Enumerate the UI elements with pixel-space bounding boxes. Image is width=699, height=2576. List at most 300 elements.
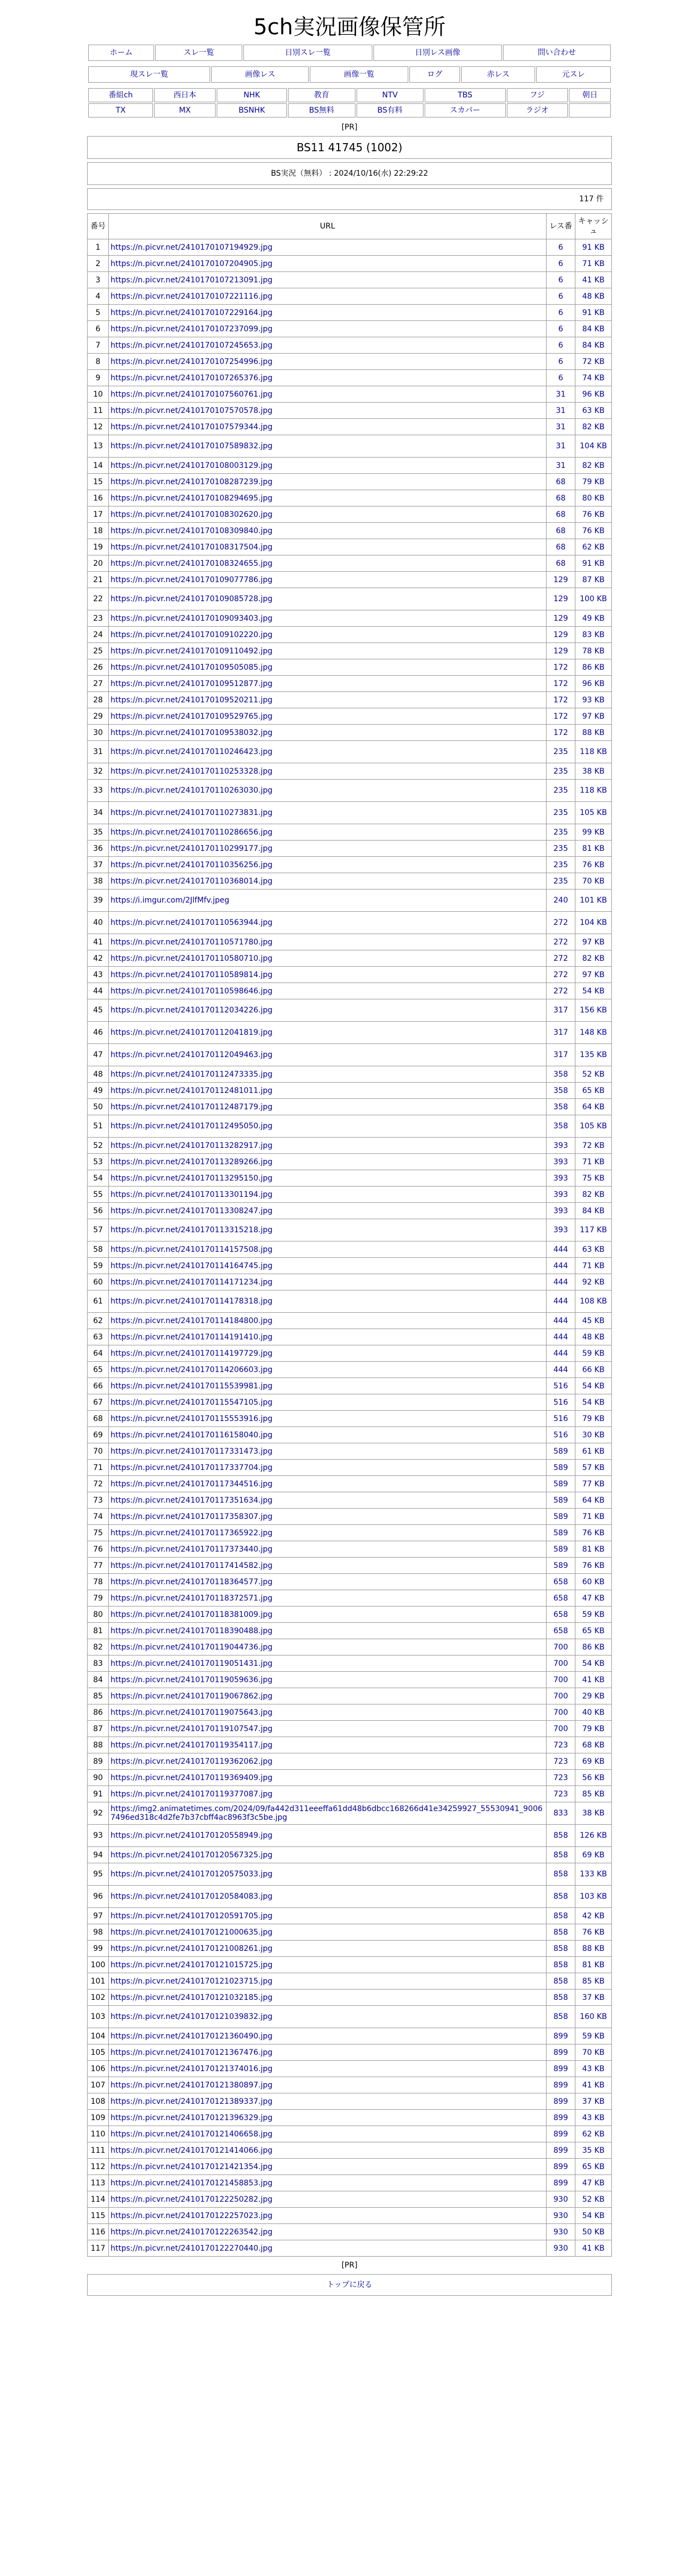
row-cache-size[interactable]: 84 KB <box>575 337 612 354</box>
row-url-link[interactable]: https://n.picvr.net/2410170112481011.jpg <box>111 1086 273 1095</box>
row-url[interactable] <box>109 1378 547 1394</box>
row-url[interactable] <box>109 1476 547 1492</box>
row-cache-size[interactable]: 76 KB <box>575 1924 612 1941</box>
nav-ch-mx[interactable] <box>154 103 216 118</box>
row-cache-size[interactable]: 108 KB <box>575 1290 612 1313</box>
row-cache-size[interactable]: 91 KB <box>575 305 612 321</box>
row-url[interactable] <box>109 1721 547 1737</box>
row-res-number[interactable]: 899 <box>547 2077 575 2093</box>
row-url-link[interactable]: https://n.picvr.net/2410170113308247.jpg <box>111 1206 273 1215</box>
row-res-number[interactable]: 31 <box>547 419 575 435</box>
row-url-link[interactable]: https://n.picvr.net/2410170116158040.jpg <box>111 1430 273 1440</box>
nav-ch-nishinihon-link[interactable]: 西日本 <box>173 91 197 100</box>
row-cache-size[interactable]: 99 KB <box>575 824 612 841</box>
row-cache-size[interactable]: 78 KB <box>575 643 612 659</box>
row-url-link[interactable]: https://img2.animatetimes.com/2024/09/fa442d311eeeffa61dd48b6dbcc168266d41e34259927_55530941_90067496ed318c4d2fe7b37cbff4ac8963f3c5be.jpg <box>111 1805 543 1822</box>
row-url[interactable] <box>109 659 547 676</box>
row-cache-size[interactable]: 54 KB <box>575 1378 612 1394</box>
row-res-number[interactable]: 68 <box>547 490 575 506</box>
row-res-number[interactable]: 31 <box>547 435 575 458</box>
nav-ch-kyoiku-link[interactable]: 教育 <box>314 91 329 100</box>
row-url-link[interactable]: https://n.picvr.net/2410170108317504.jpg <box>111 542 273 552</box>
row-url-link[interactable]: https://n.picvr.net/2410170117351634.jpg <box>111 1496 273 1505</box>
row-cache-size[interactable]: 104 KB <box>575 912 612 934</box>
row-res-number[interactable]: 358 <box>547 1115 575 1138</box>
row-cache-size[interactable]: 71 KB <box>575 1509 612 1525</box>
row-cache-size[interactable]: 76 KB <box>575 857 612 873</box>
row-res-number[interactable]: 358 <box>547 1066 575 1083</box>
row-res-number[interactable]: 172 <box>547 692 575 708</box>
row-res-number[interactable]: 272 <box>547 950 575 967</box>
row-url-link[interactable]: https://n.picvr.net/2410170115553916.jpg <box>111 1414 273 1423</box>
row-url-link[interactable]: https://n.picvr.net/2410170109520211.jpg <box>111 695 273 705</box>
row-url[interactable] <box>109 321 547 337</box>
row-res-number[interactable]: 858 <box>547 1941 575 1957</box>
row-url[interactable] <box>109 588 547 610</box>
row-url[interactable] <box>109 288 547 305</box>
row-url-link[interactable]: https://n.picvr.net/2410170113315218.jpg <box>111 1226 273 1234</box>
row-res-number[interactable]: 235 <box>547 841 575 857</box>
row-cache-size[interactable]: 66 KB <box>575 1362 612 1378</box>
row-res-number[interactable]: 930 <box>547 2208 575 2224</box>
row-cache-size[interactable]: 71 KB <box>575 256 612 272</box>
nav-daily-threads[interactable] <box>243 45 372 61</box>
row-cache-size[interactable]: 76 KB <box>575 506 612 523</box>
row-cache-size[interactable]: 97 KB <box>575 934 612 950</box>
nav-original-thread[interactable] <box>536 66 611 83</box>
row-url[interactable] <box>109 1241 547 1258</box>
row-url-link[interactable]: https://n.picvr.net/2410170117337704.jpg <box>111 1463 273 1472</box>
row-res-number[interactable]: 317 <box>547 1044 575 1066</box>
row-url-link[interactable]: https://n.picvr.net/2410170109085728.jpg <box>111 595 273 603</box>
nav-ch-tx[interactable] <box>88 103 153 118</box>
row-url[interactable] <box>109 2159 547 2175</box>
row-url[interactable] <box>109 725 547 741</box>
row-res-number[interactable]: 68 <box>547 474 575 490</box>
nav-red-res[interactable] <box>461 66 535 83</box>
nav-original-thread-link[interactable]: 元スレ <box>562 70 585 79</box>
row-url[interactable] <box>109 676 547 692</box>
nav-thread-list[interactable] <box>155 45 242 61</box>
row-res-number[interactable]: 858 <box>547 1973 575 1990</box>
row-res-number[interactable]: 444 <box>547 1241 575 1258</box>
row-url[interactable] <box>109 1672 547 1688</box>
row-url[interactable] <box>109 2208 547 2224</box>
nav-ch-tbs-link[interactable]: TBS <box>457 91 473 100</box>
row-url-link[interactable]: https://n.picvr.net/2410170121396329.jpg <box>111 2113 273 2122</box>
row-url-link[interactable]: https://n.picvr.net/2410170120584083.jpg <box>111 1892 273 1901</box>
row-cache-size[interactable]: 105 KB <box>575 1115 612 1138</box>
row-url-link[interactable]: https://n.picvr.net/2410170122257023.jpg <box>111 2211 273 2220</box>
row-cache-size[interactable]: 70 KB <box>575 873 612 889</box>
nav-home-link[interactable]: ホーム <box>109 48 133 57</box>
row-url[interactable] <box>109 950 547 967</box>
row-cache-size[interactable]: 104 KB <box>575 435 612 458</box>
row-res-number[interactable]: 6 <box>547 239 575 256</box>
row-cache-size[interactable]: 45 KB <box>575 1313 612 1329</box>
row-url[interactable] <box>109 1066 547 1083</box>
row-url-link[interactable]: https://n.picvr.net/2410170107229164.jpg <box>111 308 273 317</box>
row-url[interactable] <box>109 2006 547 2028</box>
nav-ch-bsnhk[interactable] <box>217 103 287 118</box>
back-to-top-link[interactable]: トップに戻る <box>327 2281 372 2289</box>
row-url[interactable] <box>109 643 547 659</box>
row-res-number[interactable]: 172 <box>547 659 575 676</box>
row-cache-size[interactable]: 65 KB <box>575 1623 612 1639</box>
nav-ch-bs-paid[interactable] <box>357 103 424 118</box>
row-res-number[interactable]: 68 <box>547 506 575 523</box>
row-cache-size[interactable]: 97 KB <box>575 967 612 983</box>
row-url[interactable] <box>109 458 547 474</box>
row-url-link[interactable]: https://n.picvr.net/2410170112041819.jpg <box>111 1028 273 1037</box>
row-cache-size[interactable]: 76 KB <box>575 1558 612 1574</box>
row-url-link[interactable]: https://n.picvr.net/2410170119059636.jpg <box>111 1675 273 1684</box>
row-url[interactable] <box>109 1203 547 1219</box>
row-res-number[interactable]: 393 <box>547 1170 575 1187</box>
nav-ch-bangumi[interactable] <box>88 88 153 102</box>
row-res-number[interactable]: 899 <box>547 2126 575 2142</box>
row-cache-size[interactable]: 74 KB <box>575 370 612 386</box>
row-res-number[interactable]: 6 <box>547 370 575 386</box>
row-cache-size[interactable]: 85 KB <box>575 1973 612 1990</box>
row-url[interactable] <box>109 780 547 802</box>
row-url-link[interactable]: https://n.picvr.net/2410170107245653.jpg <box>111 341 273 350</box>
row-cache-size[interactable]: 75 KB <box>575 1170 612 1187</box>
row-url-link[interactable]: https://n.picvr.net/2410170113295150.jpg <box>111 1173 273 1183</box>
row-url-link[interactable]: https://n.picvr.net/2410170109102220.jpg <box>111 630 273 639</box>
row-res-number[interactable]: 589 <box>547 1460 575 1476</box>
row-url[interactable] <box>109 2126 547 2142</box>
row-url-link[interactable]: https://n.picvr.net/2410170115539981.jpg <box>111 1381 273 1391</box>
row-res-number[interactable]: 589 <box>547 1443 575 1460</box>
row-url-link[interactable]: https://n.picvr.net/2410170118372571.jpg <box>111 1593 273 1603</box>
row-url[interactable] <box>109 1786 547 1802</box>
row-cache-size[interactable]: 35 KB <box>575 2142 612 2159</box>
row-url-link[interactable]: https://n.picvr.net/2410170109110492.jpg <box>111 646 273 656</box>
row-cache-size[interactable]: 87 KB <box>575 572 612 588</box>
row-url-link[interactable]: https://n.picvr.net/2410170107570578.jpg <box>111 406 273 415</box>
row-cache-size[interactable]: 84 KB <box>575 321 612 337</box>
row-url-link[interactable]: https://n.picvr.net/2410170122250282.jpg <box>111 2195 273 2204</box>
row-url-link[interactable]: https://n.picvr.net/2410170110273831.jpg <box>111 808 273 817</box>
nav-ch-nishinihon[interactable] <box>154 88 216 102</box>
nav-daily-images[interactable] <box>373 45 502 61</box>
row-res-number[interactable]: 700 <box>547 1721 575 1737</box>
row-url-link[interactable]: https://n.picvr.net/2410170118381009.jpg <box>111 1610 273 1619</box>
row-res-number[interactable]: 6 <box>547 288 575 305</box>
row-res-number[interactable]: 6 <box>547 321 575 337</box>
row-res-number[interactable]: 235 <box>547 780 575 802</box>
row-url-link[interactable]: https://n.picvr.net/2410170110563944.jpg <box>111 918 273 927</box>
row-res-number[interactable]: 31 <box>547 458 575 474</box>
row-url-link[interactable]: https://n.picvr.net/2410170108302620.jpg <box>111 510 273 519</box>
row-res-number[interactable]: 444 <box>547 1329 575 1345</box>
row-res-number[interactable]: 658 <box>547 1623 575 1639</box>
nav-log[interactable] <box>409 66 460 83</box>
row-res-number[interactable]: 589 <box>547 1492 575 1509</box>
row-cache-size[interactable]: 29 KB <box>575 1688 612 1704</box>
row-cache-size[interactable]: 48 KB <box>575 1329 612 1345</box>
row-url[interactable] <box>109 1941 547 1957</box>
row-url[interactable] <box>109 1115 547 1138</box>
row-res-number[interactable]: 589 <box>547 1558 575 1574</box>
row-url[interactable] <box>109 1170 547 1187</box>
row-res-number[interactable]: 358 <box>547 1099 575 1115</box>
row-url-link[interactable]: https://n.picvr.net/2410170110246423.jpg <box>111 748 273 756</box>
row-cache-size[interactable]: 117 KB <box>575 1219 612 1241</box>
row-url-link[interactable]: https://n.picvr.net/2410170107560761.jpg <box>111 390 273 399</box>
nav-contact-link[interactable]: 問い合わせ <box>537 48 576 57</box>
row-url-link[interactable]: https://n.picvr.net/2410170110253328.jpg <box>111 767 273 776</box>
row-cache-size[interactable]: 48 KB <box>575 288 612 305</box>
row-url-link[interactable]: https://n.picvr.net/2410170122263542.jpg <box>111 2227 273 2237</box>
row-url-link[interactable]: https://n.picvr.net/2410170121458853.jpg <box>111 2178 273 2188</box>
row-url[interactable] <box>109 1957 547 1973</box>
row-url[interactable] <box>109 490 547 506</box>
nav-ch-kyoiku[interactable] <box>288 88 355 102</box>
row-url[interactable] <box>109 354 547 370</box>
row-url[interactable] <box>109 983 547 999</box>
row-url-link[interactable]: https://n.picvr.net/2410170121374016.jpg <box>111 2064 273 2073</box>
row-url-link[interactable]: https://n.picvr.net/2410170110286656.jpg <box>111 827 273 837</box>
row-url-link[interactable]: https://n.picvr.net/2410170107589832.jpg <box>111 442 273 450</box>
row-url[interactable] <box>109 2224 547 2240</box>
row-res-number[interactable]: 899 <box>547 2175 575 2191</box>
row-cache-size[interactable]: 69 KB <box>575 1753 612 1770</box>
row-url-link[interactable]: https://n.picvr.net/2410170112034226.jpg <box>111 1006 273 1015</box>
row-url[interactable] <box>109 1187 547 1203</box>
row-url[interactable] <box>109 999 547 1022</box>
row-url-link[interactable]: https://n.picvr.net/2410170119362062.jpg <box>111 1757 273 1766</box>
row-cache-size[interactable]: 72 KB <box>575 354 612 370</box>
row-res-number[interactable]: 6 <box>547 272 575 288</box>
row-res-number[interactable]: 723 <box>547 1770 575 1786</box>
nav-current-threads-link[interactable]: 現スレ一覧 <box>130 70 169 79</box>
row-url-link[interactable]: https://n.picvr.net/2410170120591705.jpg <box>111 1911 273 1920</box>
row-url[interactable] <box>109 1443 547 1460</box>
row-url-link[interactable]: https://n.picvr.net/2410170121367476.jpg <box>111 2048 273 2057</box>
row-url[interactable] <box>109 1825 547 1847</box>
row-url[interactable] <box>109 1138 547 1154</box>
row-url-link[interactable]: https://n.picvr.net/2410170110598646.jpg <box>111 986 273 996</box>
row-cache-size[interactable]: 59 KB <box>575 2028 612 2044</box>
row-cache-size[interactable]: 83 KB <box>575 627 612 643</box>
row-res-number[interactable]: 235 <box>547 741 575 763</box>
row-url[interactable] <box>109 1770 547 1786</box>
row-cache-size[interactable]: 37 KB <box>575 2093 612 2110</box>
row-url-link[interactable]: https://n.picvr.net/2410170109529765.jpg <box>111 712 273 721</box>
row-url[interactable] <box>109 1590 547 1607</box>
nav-ch-bs-paid-link[interactable]: BS有料 <box>377 106 403 115</box>
row-cache-size[interactable]: 69 KB <box>575 1847 612 1863</box>
row-res-number[interactable]: 444 <box>547 1313 575 1329</box>
row-url-link[interactable]: https://n.picvr.net/2410170119377087.jpg <box>111 1789 273 1799</box>
row-url-link[interactable]: https://n.picvr.net/2410170120567325.jpg <box>111 1850 273 1860</box>
row-url[interactable] <box>109 523 547 539</box>
row-res-number[interactable]: 317 <box>547 1022 575 1044</box>
row-url-link[interactable]: https://n.picvr.net/2410170112495050.jpg <box>111 1122 273 1131</box>
row-url-link[interactable]: https://n.picvr.net/2410170117365922.jpg <box>111 1528 273 1537</box>
row-cache-size[interactable]: 63 KB <box>575 403 612 419</box>
nav-ch-fuji-link[interactable]: フジ <box>530 91 545 100</box>
row-cache-size[interactable]: 91 KB <box>575 239 612 256</box>
row-cache-size[interactable]: 100 KB <box>575 588 612 610</box>
row-res-number[interactable]: 899 <box>547 2142 575 2159</box>
row-url[interactable] <box>109 1639 547 1655</box>
nav-ch-bsnhk-link[interactable]: BSNHK <box>238 106 265 115</box>
row-url-link[interactable]: https://n.picvr.net/2410170114206603.jpg <box>111 1365 273 1374</box>
nav-ch-asahi-link[interactable]: 朝日 <box>582 91 598 100</box>
row-cache-size[interactable]: 59 KB <box>575 1607 612 1623</box>
row-url[interactable] <box>109 873 547 889</box>
row-url-link[interactable]: https://n.picvr.net/2410170107254996.jpg <box>111 357 273 366</box>
row-url[interactable] <box>109 1329 547 1345</box>
row-res-number[interactable]: 444 <box>547 1258 575 1274</box>
row-res-number[interactable]: 700 <box>547 1672 575 1688</box>
row-res-number[interactable]: 272 <box>547 967 575 983</box>
row-url[interactable] <box>109 272 547 288</box>
row-url-link[interactable]: https://n.picvr.net/2410170107265376.jpg <box>111 373 273 382</box>
row-res-number[interactable]: 930 <box>547 2191 575 2208</box>
row-cache-size[interactable]: 61 KB <box>575 1443 612 1460</box>
row-url-link[interactable]: https://n.picvr.net/2410170117331473.jpg <box>111 1447 273 1456</box>
nav-ch-nhk[interactable] <box>217 88 287 102</box>
row-cache-size[interactable]: 52 KB <box>575 2191 612 2208</box>
row-url-link[interactable]: https://n.picvr.net/2410170114184800.jpg <box>111 1316 273 1325</box>
row-res-number[interactable]: 589 <box>547 1476 575 1492</box>
row-cache-size[interactable]: 38 KB <box>575 763 612 780</box>
row-url[interactable] <box>109 239 547 256</box>
row-res-number[interactable]: 393 <box>547 1219 575 1241</box>
row-res-number[interactable]: 930 <box>547 2224 575 2240</box>
nav-ch-asahi[interactable] <box>569 88 611 102</box>
row-url-link[interactable]: https://n.picvr.net/2410170117414582.jpg <box>111 1561 273 1570</box>
row-cache-size[interactable]: 40 KB <box>575 1704 612 1721</box>
row-url-link[interactable]: https://n.picvr.net/2410170114197729.jpg <box>111 1349 273 1358</box>
row-url[interactable] <box>109 824 547 841</box>
row-cache-size[interactable]: 30 KB <box>575 1427 612 1443</box>
row-url-link[interactable]: https://n.picvr.net/2410170110368014.jpg <box>111 876 273 886</box>
row-cache-size[interactable]: 71 KB <box>575 1258 612 1274</box>
row-cache-size[interactable]: 38 KB <box>575 1802 612 1825</box>
row-url[interactable] <box>109 763 547 780</box>
row-cache-size[interactable]: 96 KB <box>575 386 612 403</box>
row-res-number[interactable]: 6 <box>547 305 575 321</box>
row-url[interactable] <box>109 1558 547 1574</box>
row-url-link[interactable]: https://n.picvr.net/2410170114157508.jpg <box>111 1245 273 1254</box>
row-url[interactable] <box>109 1460 547 1476</box>
row-cache-size[interactable]: 47 KB <box>575 1590 612 1607</box>
row-url-link[interactable]: https://n.picvr.net/2410170121008261.jpg <box>111 1944 273 1953</box>
row-url[interactable] <box>109 1525 547 1541</box>
row-url-link[interactable]: https://n.picvr.net/2410170114178318.jpg <box>111 1297 273 1306</box>
row-url-link[interactable]: https://n.picvr.net/2410170121421354.jpg <box>111 2162 273 2171</box>
row-url-link[interactable]: https://n.picvr.net/2410170109538032.jpg <box>111 728 273 737</box>
row-url-link[interactable]: https://n.picvr.net/2410170110356256.jpg <box>111 860 273 869</box>
row-url[interactable] <box>109 386 547 403</box>
row-url-link[interactable]: https://n.picvr.net/2410170118364577.jpg <box>111 1577 273 1586</box>
row-res-number[interactable]: 444 <box>547 1290 575 1313</box>
row-cache-size[interactable]: 54 KB <box>575 1655 612 1672</box>
row-cache-size[interactable]: 65 KB <box>575 1083 612 1099</box>
row-url[interactable] <box>109 1541 547 1558</box>
row-url-link[interactable]: https://n.picvr.net/2410170113282917.jpg <box>111 1141 273 1150</box>
row-res-number[interactable]: 899 <box>547 2028 575 2044</box>
row-cache-size[interactable]: 133 KB <box>575 1863 612 1886</box>
row-res-number[interactable]: 858 <box>547 1990 575 2006</box>
row-url-link[interactable]: https://n.picvr.net/2410170117373440.jpg <box>111 1545 273 1554</box>
row-url[interactable] <box>109 1924 547 1941</box>
row-url[interactable] <box>109 912 547 934</box>
nav-contact[interactable] <box>503 45 611 61</box>
row-res-number[interactable]: 240 <box>547 889 575 912</box>
row-url[interactable] <box>109 1607 547 1623</box>
row-cache-size[interactable]: 84 KB <box>575 1203 612 1219</box>
row-url[interactable] <box>109 1154 547 1170</box>
row-url[interactable] <box>109 1509 547 1525</box>
row-url[interactable] <box>109 1099 547 1115</box>
row-url-link[interactable]: https://n.picvr.net/2410170113301194.jpg <box>111 1190 273 1199</box>
row-url[interactable] <box>109 610 547 627</box>
row-res-number[interactable]: 700 <box>547 1639 575 1655</box>
row-res-number[interactable]: 68 <box>547 539 575 555</box>
row-url-link[interactable]: https://n.picvr.net/2410170120575033.jpg <box>111 1870 273 1879</box>
row-cache-size[interactable]: 76 KB <box>575 1525 612 1541</box>
row-url[interactable] <box>109 474 547 490</box>
row-url[interactable] <box>109 741 547 763</box>
row-res-number[interactable]: 899 <box>547 2044 575 2061</box>
row-cache-size[interactable]: 81 KB <box>575 1541 612 1558</box>
back-to-top[interactable] <box>87 2274 612 2296</box>
row-cache-size[interactable]: 81 KB <box>575 1957 612 1973</box>
row-url[interactable] <box>109 2028 547 2044</box>
row-res-number[interactable]: 516 <box>547 1378 575 1394</box>
row-url[interactable] <box>109 1623 547 1639</box>
row-cache-size[interactable]: 86 KB <box>575 1639 612 1655</box>
row-res-number[interactable]: 6 <box>547 256 575 272</box>
row-url[interactable] <box>109 1753 547 1770</box>
row-url[interactable] <box>109 555 547 572</box>
row-cache-size[interactable]: 82 KB <box>575 1187 612 1203</box>
row-url[interactable] <box>109 2077 547 2093</box>
row-url[interactable] <box>109 1492 547 1509</box>
row-cache-size[interactable]: 54 KB <box>575 2208 612 2224</box>
row-cache-size[interactable]: 47 KB <box>575 2175 612 2191</box>
row-res-number[interactable]: 172 <box>547 676 575 692</box>
row-url-link[interactable]: https://n.picvr.net/2410170118390488.jpg <box>111 1626 273 1635</box>
row-res-number[interactable]: 272 <box>547 934 575 950</box>
row-res-number[interactable]: 658 <box>547 1607 575 1623</box>
row-res-number[interactable]: 444 <box>547 1345 575 1362</box>
row-url-link[interactable]: https://n.picvr.net/2410170107237099.jpg <box>111 324 273 333</box>
row-url[interactable] <box>109 857 547 873</box>
row-res-number[interactable]: 235 <box>547 873 575 889</box>
row-url[interactable] <box>109 1022 547 1044</box>
row-url[interactable] <box>109 2175 547 2191</box>
nav-ch-fuji[interactable] <box>507 88 568 102</box>
row-cache-size[interactable]: 88 KB <box>575 725 612 741</box>
row-url-link[interactable]: https://n.picvr.net/2410170120558949.jpg <box>111 1831 273 1840</box>
row-cache-size[interactable]: 43 KB <box>575 2110 612 2126</box>
row-url[interactable] <box>109 1427 547 1443</box>
row-cache-size[interactable]: 41 KB <box>575 2077 612 2093</box>
row-url-link[interactable]: https://n.picvr.net/2410170108003129.jpg <box>111 461 273 470</box>
row-url[interactable] <box>109 1574 547 1590</box>
nav-ch-tx-link[interactable]: TX <box>115 106 126 115</box>
row-url-link[interactable]: https://n.picvr.net/2410170121360490.jpg <box>111 2031 273 2041</box>
row-url[interactable] <box>109 256 547 272</box>
row-cache-size[interactable]: 160 KB <box>575 2006 612 2028</box>
